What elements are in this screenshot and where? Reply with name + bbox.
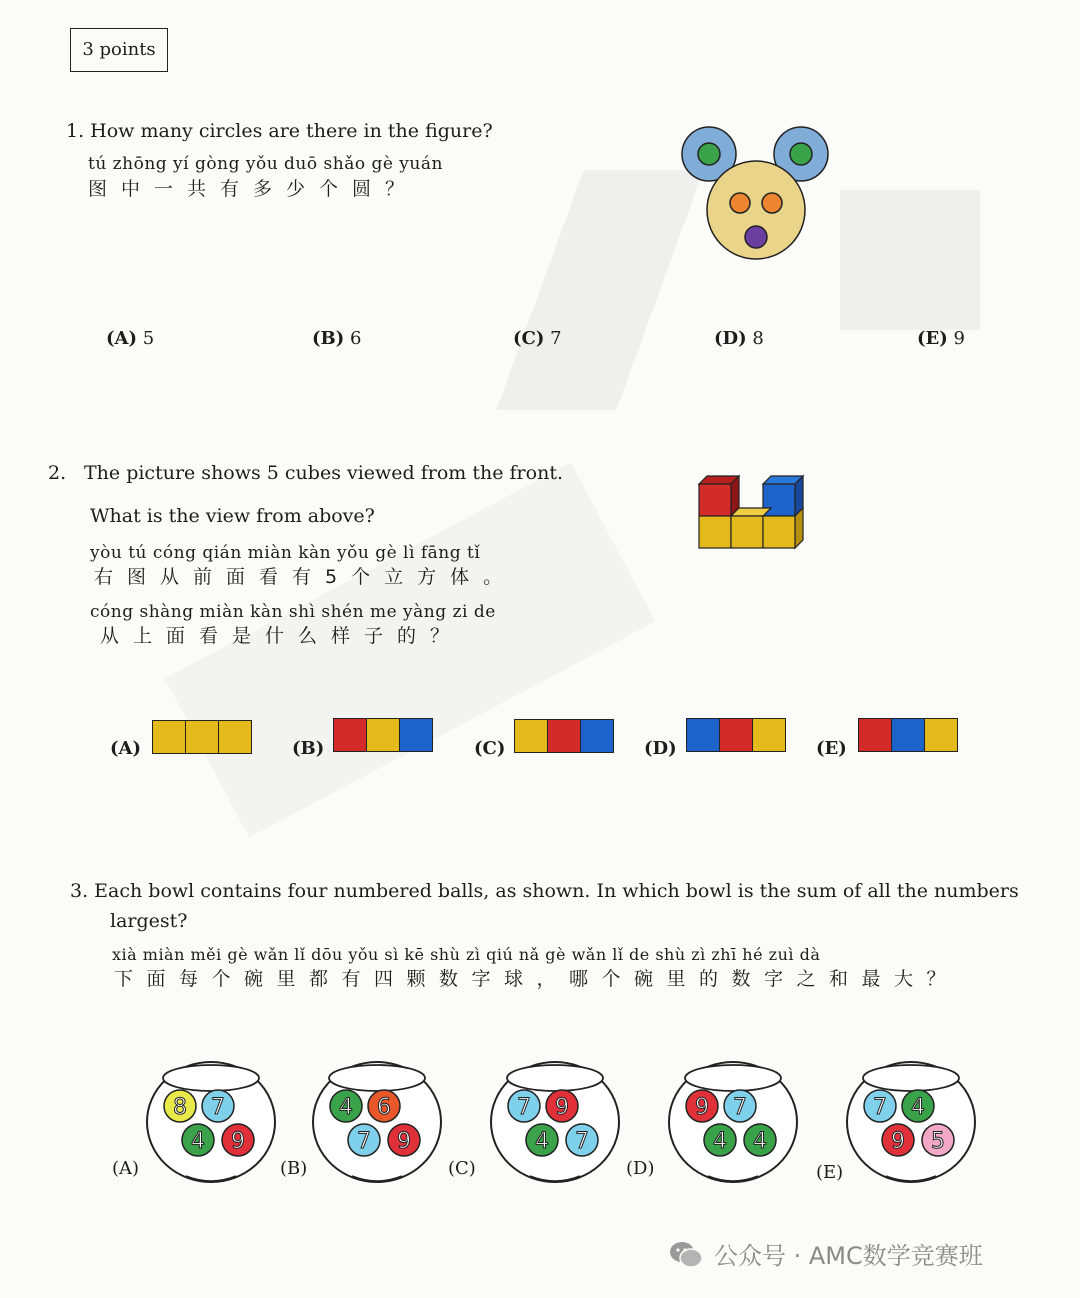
ball-number: 4 [713, 1129, 727, 1154]
q2-hanzi-2: 从上面看是什么样子的？ [100, 625, 464, 647]
q2-option-d-label[interactable]: (D) [644, 738, 677, 759]
view-square [891, 719, 924, 751]
q3-text-2: largest? [110, 910, 188, 932]
q3-bowl-d[interactable] [668, 1058, 802, 1188]
q1-option-e[interactable] [917, 328, 965, 349]
ball [864, 1090, 896, 1122]
wechat-icon [668, 1239, 704, 1269]
view-square [859, 719, 891, 751]
cube-yellow [763, 516, 795, 548]
q2-option-d-view[interactable] [686, 718, 786, 752]
option-value: 9 [953, 328, 965, 349]
q2-option-e-label[interactable]: (E) [816, 738, 847, 759]
ball-number: 9 [695, 1095, 709, 1120]
q1-pinyin: tú zhōng yí gòng yǒu duō shǎo gè yuán [88, 154, 443, 174]
ball [902, 1090, 934, 1122]
q1-option-a[interactable] [106, 328, 154, 349]
view-square [547, 720, 580, 752]
ball [508, 1090, 540, 1122]
ball-number: 5 [931, 1129, 945, 1154]
ball [526, 1124, 558, 1156]
q2-text-1: The picture shows 5 cubes viewed from the front. [84, 462, 563, 484]
background-ghost-square [840, 190, 980, 330]
q2-pinyin-1: yòu tú cóng qián miàn kàn yǒu gè lì fāng tǐ [90, 543, 481, 563]
ball [164, 1090, 196, 1122]
view-square [924, 719, 957, 751]
q3-bowl-a[interactable] [146, 1058, 280, 1188]
q3-option-d-label[interactable]: (D) [626, 1158, 655, 1179]
points-label: 3 points [70, 28, 168, 72]
option-letter: (B) [312, 328, 345, 349]
view-square [366, 719, 399, 751]
view-square [153, 721, 185, 753]
q2-number: 2. [48, 462, 67, 484]
view-square [719, 719, 752, 751]
q3-option-b-label[interactable]: (B) [280, 1158, 308, 1179]
ball [922, 1124, 954, 1156]
option-letter: (C) [513, 328, 545, 349]
q3-bowl-e[interactable] [846, 1058, 980, 1188]
q2-option-a-label[interactable]: (A) [110, 738, 141, 759]
ball [744, 1124, 776, 1156]
q2-cubes-figure [694, 470, 810, 554]
q2-option-a-view[interactable] [152, 720, 252, 754]
left-ear-inner-circle [698, 143, 720, 165]
view-square [218, 721, 251, 753]
option-letter: (D) [714, 328, 747, 349]
option-letter: (A) [106, 328, 137, 349]
ball [222, 1124, 254, 1156]
q2-option-c-label[interactable]: (C) [474, 738, 506, 759]
ball [388, 1124, 420, 1156]
right-eye-circle [762, 193, 782, 213]
option-value: 6 [349, 328, 362, 349]
q3-option-e-label[interactable]: (E) [816, 1162, 844, 1183]
watermark [668, 1236, 983, 1271]
ball [202, 1090, 234, 1122]
option-value: 8 [752, 328, 764, 349]
option-value: 7 [550, 328, 562, 349]
ball [724, 1090, 756, 1122]
ball [704, 1124, 736, 1156]
ball-number: 4 [339, 1095, 353, 1120]
view-square [399, 719, 432, 751]
ball [368, 1090, 400, 1122]
ball-number: 9 [397, 1129, 411, 1154]
ball [882, 1124, 914, 1156]
ball-number: 7 [575, 1129, 589, 1154]
ball [182, 1124, 214, 1156]
ball [546, 1090, 578, 1122]
ball-number: 7 [211, 1095, 225, 1120]
ball [330, 1090, 362, 1122]
ball [566, 1124, 598, 1156]
bowl-rim [507, 1065, 603, 1091]
ball [686, 1090, 718, 1122]
q2-option-b-view[interactable] [333, 718, 433, 752]
q3-bowl-c[interactable] [490, 1058, 624, 1188]
q1-hanzi: 图中一共有多少个圆？ [88, 178, 419, 200]
q3-text-1: 3. Each bowl contains four numbered balls, as shown. In which bowl is the sum of all the numbers [70, 880, 1019, 902]
view-square [580, 720, 613, 752]
option-value: 5 [142, 328, 155, 349]
bowl-rim [685, 1065, 781, 1091]
bowl-rim [163, 1065, 259, 1091]
option-letter: (E) [917, 328, 948, 349]
ball-number: 9 [231, 1129, 245, 1154]
ball-number: 9 [555, 1095, 569, 1120]
q3-option-c-label[interactable]: (C) [448, 1158, 476, 1179]
q3-option-a-label[interactable]: (A) [112, 1158, 140, 1179]
q1-figure [676, 122, 836, 272]
q1-text: 1. How many circles are there in the figure? [66, 120, 493, 142]
ball-number: 9 [891, 1129, 905, 1154]
view-square [515, 720, 547, 752]
bowl-rim [863, 1065, 959, 1091]
ball-number: 7 [733, 1095, 747, 1120]
q2-pinyin-2: cóng shàng miàn kàn shì shén me yàng zi de [90, 602, 496, 622]
right-ear-inner-circle [790, 143, 812, 165]
q2-hanzi-1: 右图从前面看有5个立方体。 [94, 566, 517, 588]
cube-yellow [731, 516, 763, 548]
q3-bowl-b[interactable] [312, 1058, 446, 1188]
ball [348, 1124, 380, 1156]
view-square [334, 719, 366, 751]
ball-number: 4 [753, 1129, 767, 1154]
ball-number: 7 [357, 1129, 371, 1154]
view-square [687, 719, 719, 751]
q3-pinyin: xià miàn měi gè wǎn lǐ dōu yǒu sì kē shù zì qiú nǎ gè wǎn lǐ de shù zì zhī hé zuì dà [112, 945, 821, 964]
q2-option-c-view[interactable] [514, 719, 614, 753]
q1-option-b[interactable] [312, 328, 361, 349]
watermark-text: 公众号 · AMC数学竞赛班 [714, 1242, 983, 1270]
q1-option-d[interactable] [714, 328, 764, 349]
ball-number: 7 [517, 1095, 531, 1120]
ball-number: 8 [173, 1095, 187, 1120]
left-eye-circle [730, 193, 750, 213]
ball-number: 4 [191, 1129, 205, 1154]
view-square [185, 721, 218, 753]
q2-option-e-view[interactable] [858, 718, 958, 752]
background-ghost-shape [496, 170, 703, 410]
cube-yellow [699, 516, 731, 548]
ball-number: 4 [535, 1129, 549, 1154]
view-square [752, 719, 785, 751]
q3-hanzi: 下面每个碗里都有四颗数字球，哪个碗里的数字之和最大？ [114, 968, 960, 990]
q2-option-b-label[interactable]: (B) [292, 738, 325, 759]
q1-option-c[interactable] [513, 328, 562, 349]
mouth-circle [745, 226, 767, 248]
ball-number: 4 [911, 1095, 925, 1120]
ball-number: 7 [873, 1095, 887, 1120]
ball-number: 6 [377, 1095, 391, 1120]
bowl-rim [329, 1065, 425, 1091]
cube-red [699, 484, 731, 516]
q2-text-2: What is the view from above? [90, 505, 375, 527]
